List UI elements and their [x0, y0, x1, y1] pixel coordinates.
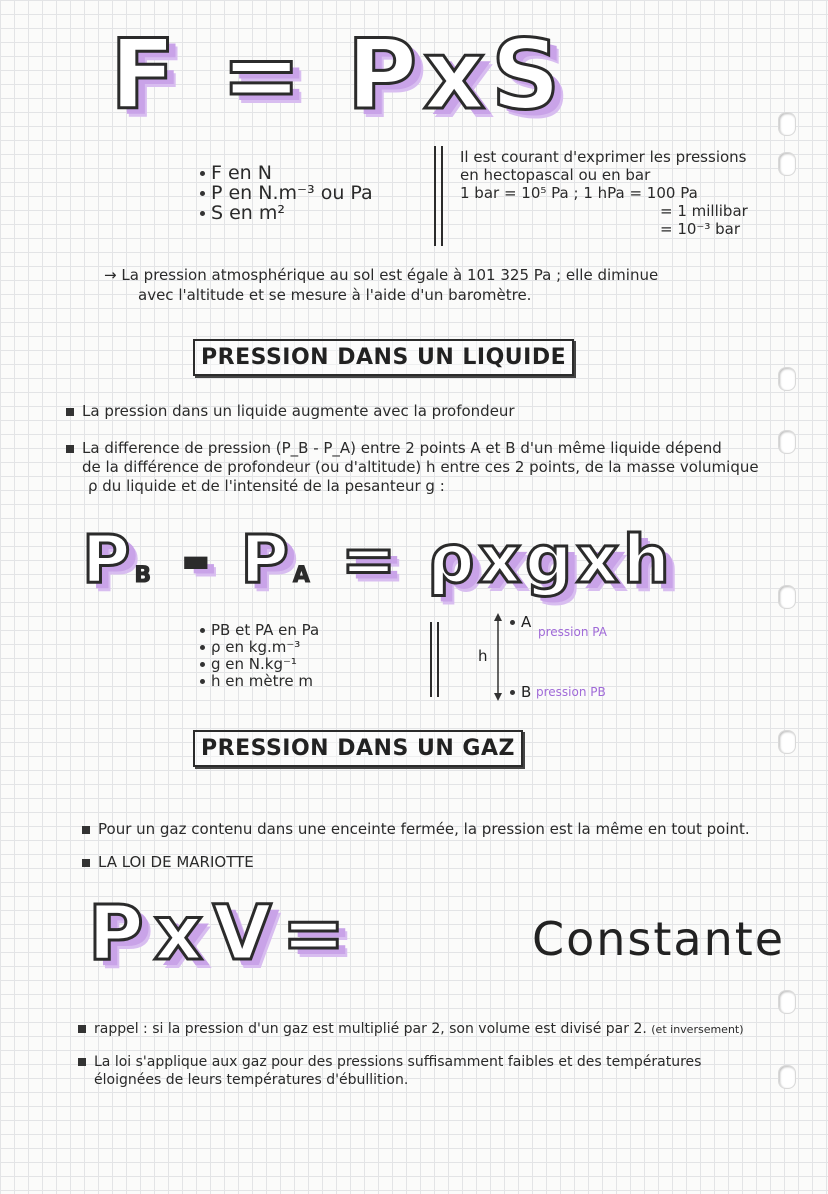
formula-p: P [346, 19, 424, 131]
unit-line: PB et PA en Pa [200, 622, 319, 639]
divider [434, 146, 436, 246]
binder-hole [778, 430, 796, 454]
binder-hole [778, 990, 796, 1014]
unit-line: P en N.m⁻³ ou Pa [200, 183, 373, 203]
unit-line: g en N.kg⁻¹ [200, 656, 319, 673]
list-item: rappel : si la pression d'un gaz est multiplié par 2, son volume est divisé par 2. (et inversement) [78, 1020, 778, 1039]
formula-x: x [423, 19, 492, 131]
unit-line: S en m² [200, 203, 373, 223]
list-item: La loi s'applique aux gaz pour des pressions suffisamment faibles et des températures [78, 1053, 778, 1071]
liquid-bullets: La pression dans un liquide augmente avec la profondeur La difference de pression (P_B - P_A) entre 2 points A et B d'un même liquide dépend de la différence de profondeur (ou d'altitude) h entre ces 2 points, de la masse volumique ρ du liquide et de l'intensité de la pesanteur g : [66, 402, 766, 496]
binder-hole [778, 585, 796, 609]
section-title-gas: PRESSION DANS UN GAZ [193, 730, 523, 767]
formula-force [110, 20, 566, 130]
units-force [200, 163, 373, 223]
binder-hole [778, 1065, 796, 1089]
list-item: La difference de pression (P_B - P_A) entre 2 points A et B d'un même liquide dépend [66, 439, 766, 458]
list-item: La pression dans un liquide augmente avec la profondeur [66, 402, 766, 421]
formula-f: F [110, 19, 182, 131]
atmospheric-note: → La pression atmosphérique au sol est égale à 101 325 Pa ; elle diminue avec l'altitude et se mesure à l'aide d'un baromètre. [104, 266, 659, 304]
formula-hydrostatic: PB - PA = ρxgxh [82, 521, 674, 598]
rappel-bullets: rappel : si la pression d'un gaz est multiplié par 2, son volume est divisé par 2. (et inversement) La loi s'applique aux gaz pour des pressions suffisamment faibles et des températures éloignées de leurs températures d'ébullition. [78, 1020, 778, 1089]
list-item: Pour un gaz contenu dans une enceinte fermée, la pression est la même en tout point. [82, 820, 782, 839]
binder-hole [778, 152, 796, 176]
binder-hole [778, 367, 796, 391]
formula-mariotte: PxV= [88, 888, 356, 977]
divider [430, 622, 432, 697]
divider [441, 146, 443, 246]
list-item: LA LOI DE MARIOTTE [82, 853, 782, 872]
formula-constante: Constante [532, 912, 786, 966]
formula-s: S [491, 19, 567, 131]
gas-bullets [82, 820, 782, 872]
binder-hole [778, 112, 796, 136]
section-title-liquid: PRESSION DANS UN LIQUIDE [193, 339, 574, 376]
unit-line: ρ en kg.m⁻³ [200, 639, 319, 656]
divider [437, 622, 439, 697]
arrow-icon: → [104, 266, 117, 284]
unit-line: h en mètre m [200, 673, 319, 690]
formula-eq: = [221, 19, 308, 131]
binder-hole [778, 730, 796, 754]
note-hectopascal: Il est courant d'exprimer les pressions en hectopascal ou en bar 1 bar = 10⁵ Pa ; 1 hPa = 100 Pa = 1 millibar = 10⁻³ bar [460, 148, 748, 238]
unit-line: F en N [200, 163, 373, 183]
units-hydrostatic [200, 622, 319, 690]
depth-diagram: h A pression PA B pression PB [470, 605, 640, 705]
